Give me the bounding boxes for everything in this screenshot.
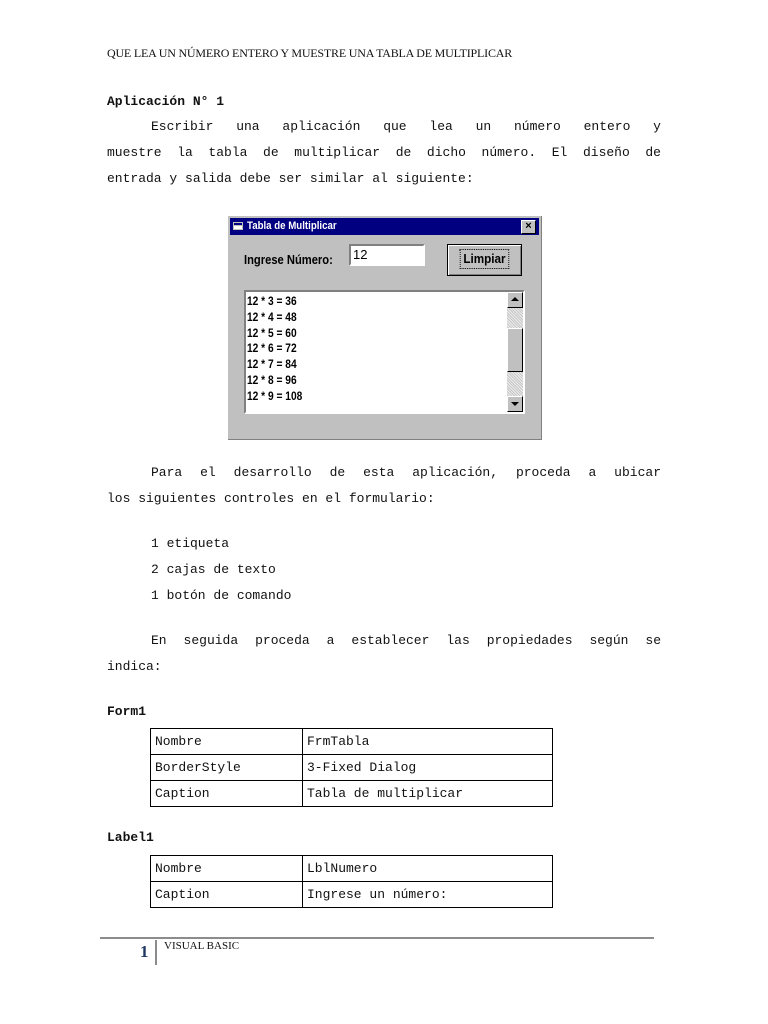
table-row [151,781,553,807]
label1-properties-table [150,855,553,908]
list-item: 12 * 4 = 48 [247,309,297,324]
scroll-thumb[interactable] [507,328,523,372]
number-label: Ingrese Número: [244,252,333,267]
property-name: Nombre [151,856,303,882]
list-item: 12 * 7 = 84 [247,357,297,372]
property-value: Tabla de multiplicar [303,781,553,807]
results-listbox[interactable] [244,290,525,414]
table-row [151,856,553,882]
properties-paragraph [107,628,661,680]
form1-heading: Form1 [107,704,147,719]
list-item: 12 * 6 = 72 [247,341,297,356]
vertical-scrollbar[interactable] [507,292,523,412]
intro-line-3: entrada y salida debe ser similar al siguiente: [107,171,474,186]
table-row [151,882,553,908]
number-input[interactable]: 12 [349,244,425,266]
property-value: Ingrese un número: [303,882,553,908]
vb-window-screenshot [228,216,542,440]
table-row [151,729,553,755]
intro-paragraph [107,114,661,192]
clear-button-label: Limpiar [460,249,509,269]
list-item: 12 * 5 = 60 [247,325,297,340]
property-value: LblNumero [303,856,553,882]
intro-line-2: muestre la tabla de multiplicar de dicho número. El diseño de [107,145,661,160]
application-heading: Aplicación N° 1 [107,94,225,109]
list-item: 12 * 8 = 96 [247,372,297,387]
property-value: 3-Fixed Dialog [303,755,553,781]
property-name: Caption [151,781,303,807]
properties-line-1: En seguida proceda a establecer las propiedades según se [151,633,661,648]
footer-separator [155,940,157,965]
window-titlebar [230,218,539,235]
setup-line-1: Para el desarrollo de esta aplicación, proceda a ubicar [151,465,661,480]
label1-heading: Label1 [107,830,154,845]
properties-line-2: indica: [107,659,162,674]
scroll-down-icon[interactable] [507,396,523,412]
setup-line-2: los siguientes controles en el formulario: [107,491,435,506]
property-name: Caption [151,882,303,908]
footer-text: VISUAL BASIC [164,940,240,952]
window-title: Tabla de Multiplicar [247,220,337,232]
close-icon[interactable]: × [521,220,536,234]
form1-properties-table [150,728,553,807]
control-item: 1 etiqueta [151,536,230,551]
table-row [151,755,553,781]
clear-button[interactable] [447,244,522,276]
scroll-up-icon[interactable] [507,292,523,308]
list-item: 12 * 9 = 108 [247,388,303,403]
property-name: Nombre [151,729,303,755]
intro-line-1: Escribir una aplicación que lea un número entero y [151,119,661,134]
property-value: FrmTabla [303,729,553,755]
list-item: 12 * 3 = 36 [247,294,297,308]
setup-paragraph [107,460,661,512]
control-item: 1 botón de comando [151,588,292,603]
property-name: BorderStyle [151,755,303,781]
footer-divider [100,937,654,939]
page-header: QUE LEA UN NÚMERO ENTERO Y MUESTRE UNA TABLA DE MULTIPLICAR [107,46,513,60]
app-icon [233,222,243,230]
page-number: 1 [140,942,149,961]
control-item: 2 cajas de texto [151,562,276,577]
